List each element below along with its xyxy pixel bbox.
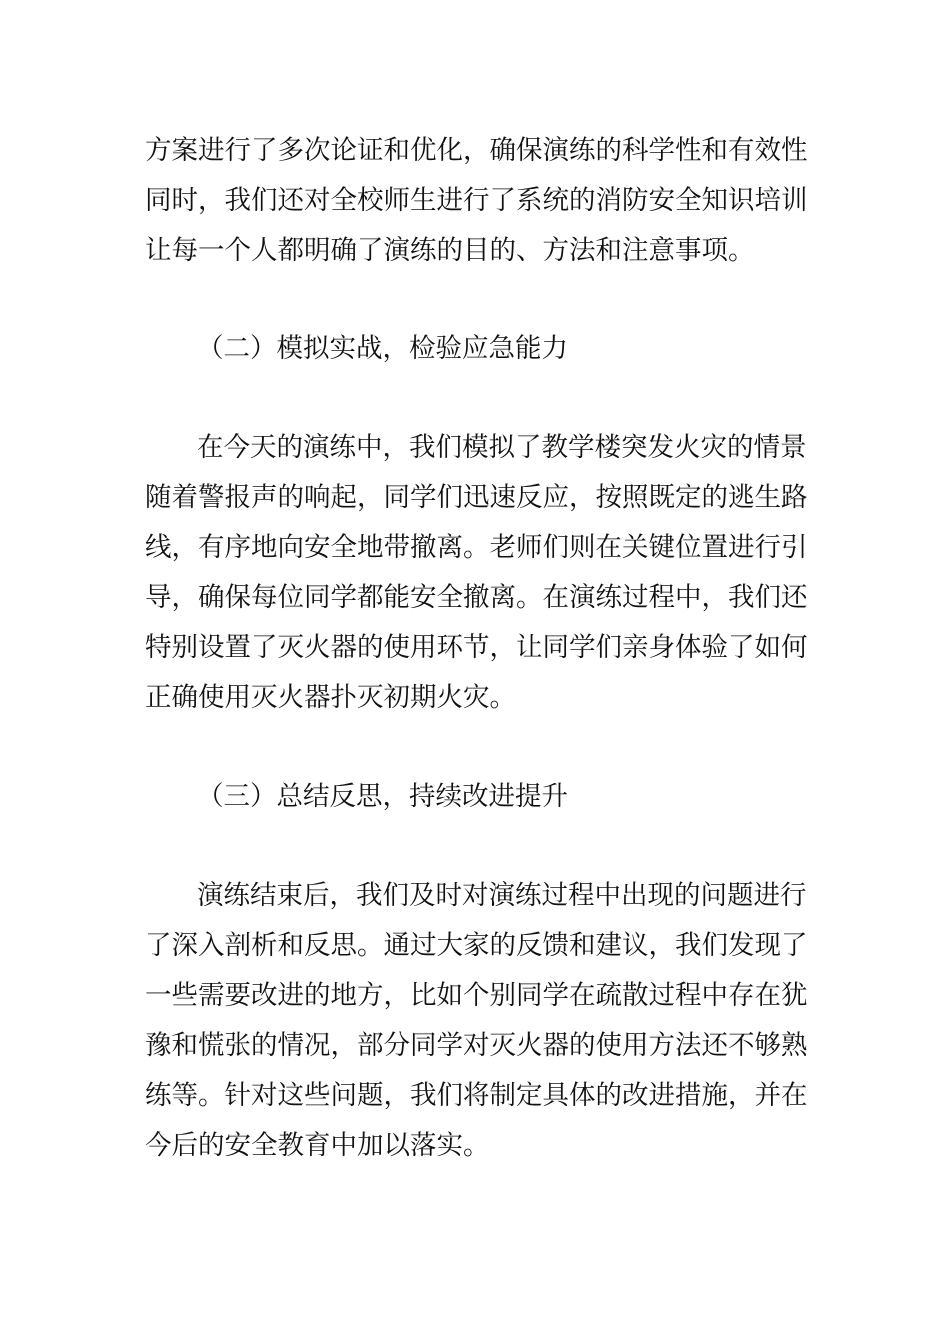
text-line: 方案进行了多次论证和优化，确保演练的科学性和有效性 [145,135,808,166]
text-line: 练等。针对这些问题，我们将制定具体的改进措施，并在 [145,1080,808,1111]
text-line: 了深入剖析和反思。通过大家的反馈和建议，我们发现了 [145,930,808,961]
text-line: 一些需要改进的地方，比如个别同学在疏散过程中存在犹 [145,980,808,1011]
text-line: 在今天的演练中，我们模拟了教学楼突发火灾的情景 [197,432,807,463]
text-line: 特别设置了灭火器的使用环节，让同学们亲身体验了如何 [145,632,808,663]
text-line: 让每一个人都明确了演练的目的、方法和注意事项。 [145,235,755,266]
text-line: 演练结束后，我们及时对演练过程中出现的问题进行 [197,880,807,911]
text-line: 今后的安全教育中加以落实。 [145,1130,490,1161]
text-line: 正确使用灭火器扑灭初期火灾。 [145,682,516,713]
text-line: 同时，我们还对全校师生进行了系统的消防安全知识培训 [145,185,808,216]
text-line: 导，确保每位同学都能安全撤离。在演练过程中，我们还 [145,582,808,613]
text-line: 随着警报声的响起，同学们迅速反应，按照既定的逃生路 [145,482,808,513]
text-line: 线，有序地向安全地带撤离。老师们则在关键位置进行引 [145,532,808,563]
section-heading-2: （二）模拟实战，检验应急能力 [197,333,568,364]
text-line: 豫和慌张的情况，部分同学对灭火器的使用方法还不够熟 [145,1030,808,1061]
section-heading-3: （三）总结反思，持续改进提升 [197,781,568,812]
